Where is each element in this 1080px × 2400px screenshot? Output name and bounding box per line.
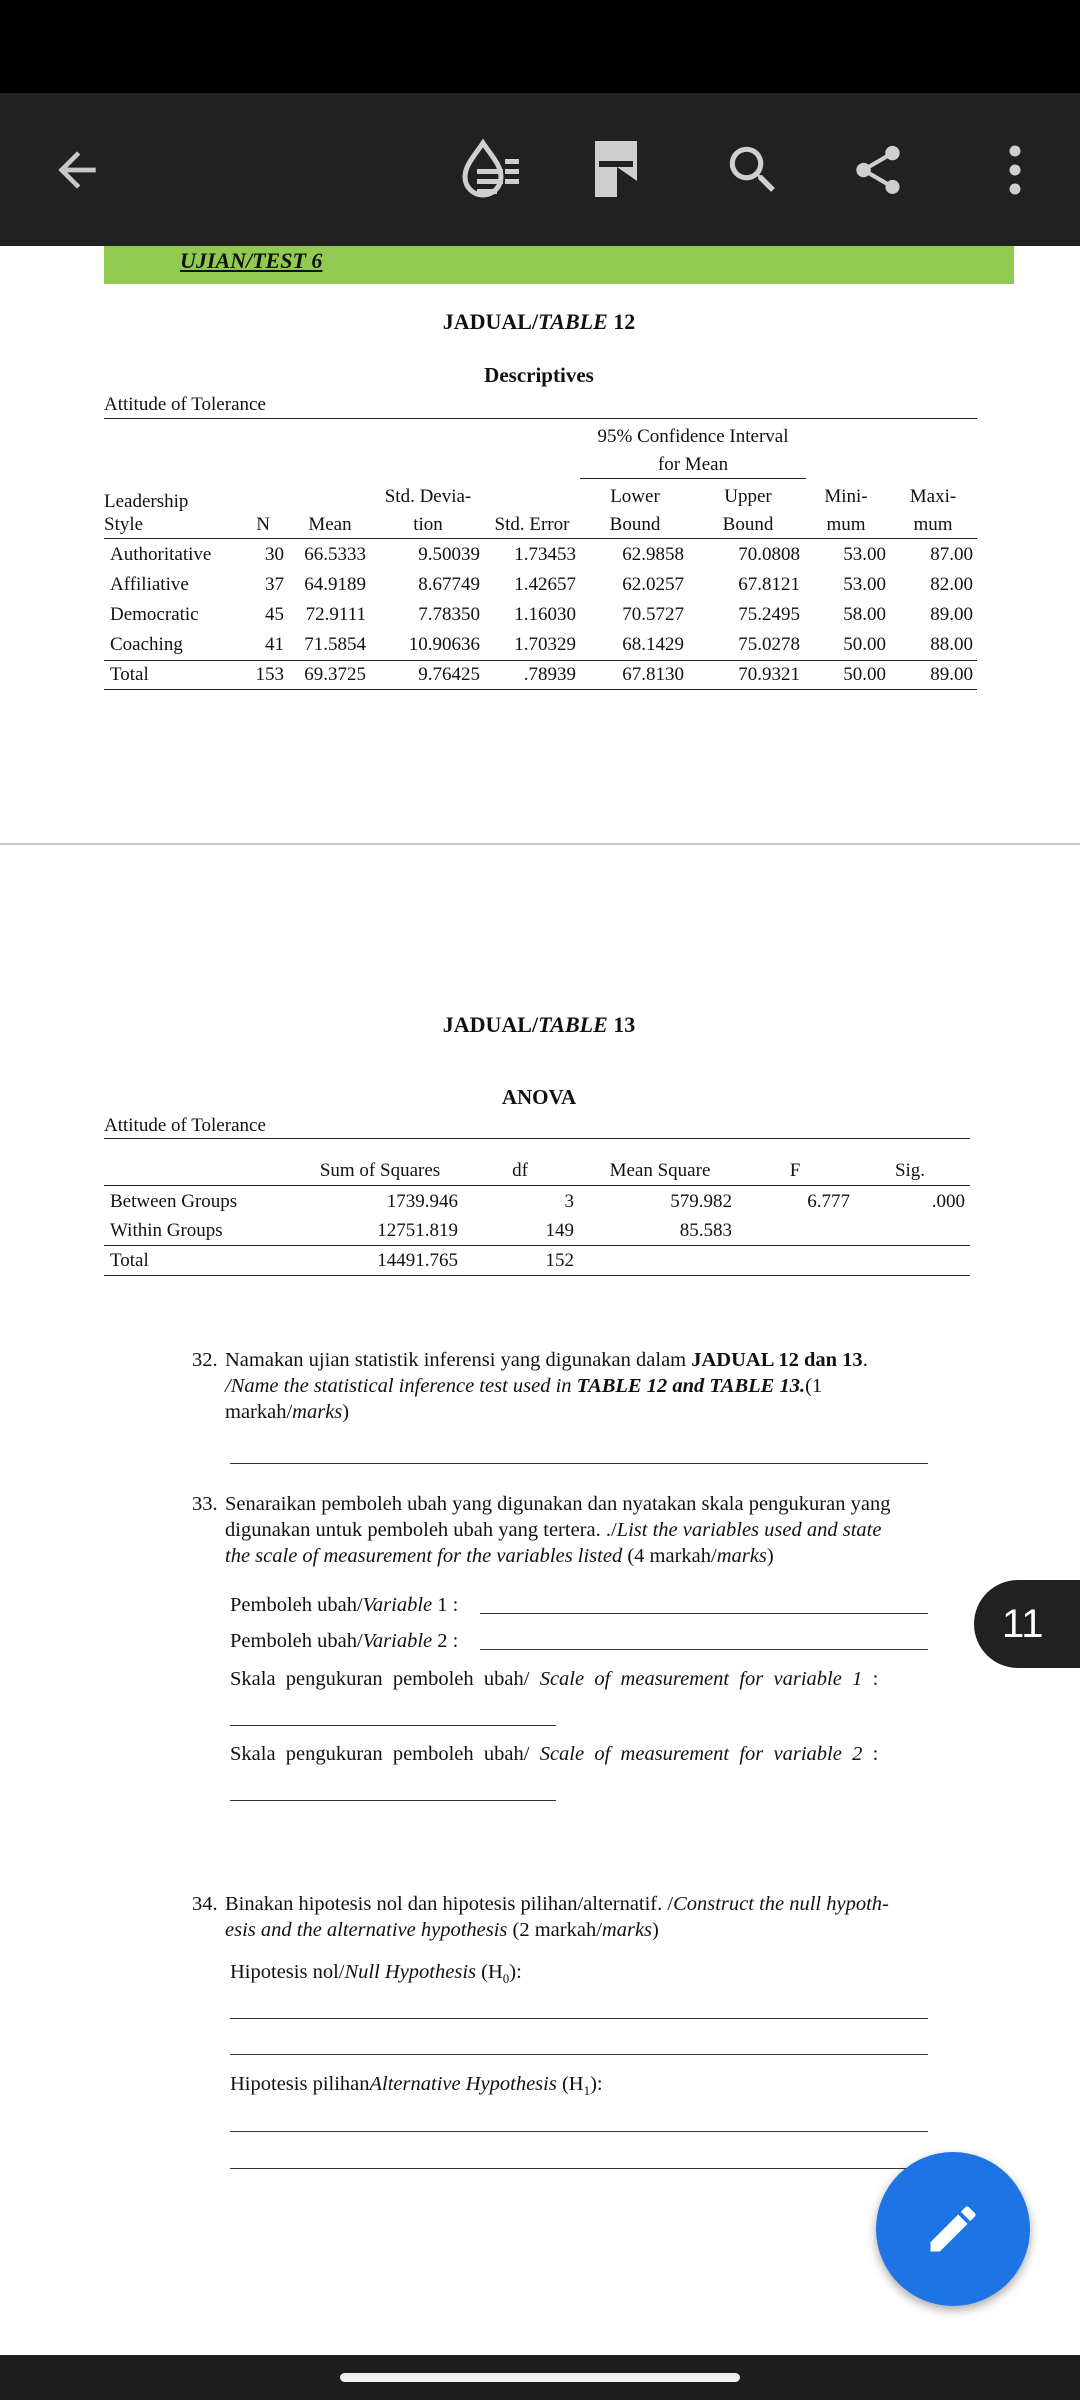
edit-pencil-icon xyxy=(923,2199,983,2259)
q32-number: 32. xyxy=(192,1349,218,1371)
table13-title: JADUAL/TABLE 13 xyxy=(442,1012,636,1037)
table13-total-rule xyxy=(104,1245,970,1246)
document-page-1: UJIAN/TEST 6 JADUAL/TABLE 12 Descriptives Attitude of Tolerance 95% Confidence Interval for Mean Leadership Style N Mean Std. Devia- tion Std. Error Lower Bound Upper Bound Mini- mum Maxi- mum Authoritative 30 66.5333 9.50039 1.73453 62.9858 70.0808 53.00 87.00 Affiliative 37 64.9189 8.67749 1.42657 62.0257 67.8121 53.00 82.00 Democratic 45 72.9111 7.78350 1.16030 70.5727 75.2495 58.00 89.00 Coaching 41 71.5854 10.90636 1.70329 68.1429 75.0278 50.00 88.00 Total 153 69.3725 9.76425 .78939 67.8130 70.9321 50.00 89.00 xyxy=(0,246,1080,843)
table12-top-rule xyxy=(104,418,977,419)
table12-header-rule xyxy=(104,538,977,539)
table12-title: JADUAL/TABLE 12 xyxy=(442,309,636,334)
back-button[interactable] xyxy=(22,93,132,246)
col-mean: Mean xyxy=(308,514,352,535)
col-df: df xyxy=(512,1160,528,1181)
col-max-1: Maxi- xyxy=(909,486,957,507)
col-sig: Sig. xyxy=(894,1160,926,1181)
q34-text-line2: esis and the alternative hypothesis (2 markah/marks) xyxy=(225,1919,659,1941)
col-lower-2: Bound xyxy=(609,514,661,535)
q33-scale1-answer[interactable] xyxy=(230,1725,556,1726)
q33-variable2-answer[interactable] xyxy=(480,1649,928,1650)
col-n: N xyxy=(256,514,270,535)
q34-h0-label: Hipotesis nol/Null Hypothesis $(H_0)$: xyxy=(230,1961,522,1987)
q32-answer-line[interactable] xyxy=(230,1463,928,1464)
col-sum-of-squares: Sum of Squares xyxy=(319,1160,441,1181)
q34-h1-label: Hipotesis pilihanAlternative Hypothesis $(H_1)$: xyxy=(230,2073,603,2099)
col-mean-square: Mean Square xyxy=(609,1160,711,1181)
q32-text-line2: /Name the statistical inference test used in TABLE 12 and TABLE 13.(1 xyxy=(225,1375,823,1397)
q34-h1-answer-line1[interactable] xyxy=(230,2131,928,2132)
table13-header-rule xyxy=(104,1185,970,1186)
banner-text: UJIAN/TEST 6 xyxy=(180,248,323,273)
col-min-2: mum xyxy=(826,514,866,535)
table13-top-rule xyxy=(104,1138,970,1139)
search-icon xyxy=(722,139,784,201)
status-bar xyxy=(0,0,1080,93)
q33-text-line1: Senaraikan pemboleh ubah yang digunakan dan nyatakan skala pengukuran yang xyxy=(225,1493,891,1515)
table12-total-rule xyxy=(104,660,977,661)
table13-label: Attitude of Tolerance xyxy=(104,1115,266,1136)
col-upper-1: Upper xyxy=(724,486,772,507)
table12-bottom-rule xyxy=(104,689,977,690)
page-indicator: 11 xyxy=(974,1580,1080,1668)
table12-label: Attitude of Tolerance xyxy=(104,394,266,415)
table12-subtitle: Descriptives xyxy=(484,363,594,387)
q33-number: 33. xyxy=(192,1493,218,1515)
col-se: Std. Error xyxy=(494,514,570,535)
q32-text-line3: markah/marks) xyxy=(225,1401,350,1423)
q34-text-line1: Binakan hipotesis nol dan hipotesis pilihan/alternatif. /Construct the null hypoth- xyxy=(225,1893,889,1915)
col-sd-1: Std. Devia- xyxy=(384,486,472,507)
bookmark-icon xyxy=(593,139,643,201)
col-leadership-1: Leadership xyxy=(104,491,189,512)
q34-number: 34. xyxy=(192,1893,218,1915)
home-gesture-handle[interactable] xyxy=(340,2373,740,2382)
ci-header-line1: 95% Confidence Interval xyxy=(597,426,789,447)
q33-scale2-answer[interactable] xyxy=(230,1800,556,1801)
q33-variable2-label: Pemboleh ubah/Variable 2 : xyxy=(230,1630,459,1652)
q34-h0-answer-line1[interactable] xyxy=(230,2018,928,2019)
q33-scale1-label: Skala pengukuran pemboleh ubah/ Scale of measurement for variable 1 : xyxy=(230,1668,879,1690)
col-sd-2: tion xyxy=(413,514,443,535)
share-button[interactable] xyxy=(823,93,933,246)
reading-mode-button[interactable] xyxy=(433,93,543,246)
share-icon xyxy=(849,141,907,199)
app-toolbar xyxy=(0,93,1080,246)
q34-h0-answer-line2[interactable] xyxy=(230,2054,928,2055)
reading-mode-icon xyxy=(453,135,523,205)
q33-text-line3: the scale of measurement for the variables listed (4 markah/marks) xyxy=(225,1545,774,1567)
col-min-1: Mini- xyxy=(824,486,868,507)
more-vert-icon xyxy=(1008,144,1022,196)
q33-variable1-label: Pemboleh ubah/Variable 1 : xyxy=(230,1594,459,1616)
edit-fab-button[interactable] xyxy=(876,2152,1030,2306)
document-page-2: JADUAL/TABLE 13 ANOVA Attitude of Tolerance Sum of Squares df Mean Square F Sig. Between Groups 1739.946 3 579.982 6.777 .000 Within Groups 12751.819 149 85.583 Total 14491.765 152 32. Namakan ujian statistik inferensi yang digunakan dalam JADUAL 12 dan 13. /Name the statistical inference test used in TABLE 12 and TABLE 13.(1 markah/marks) 33. Senaraikan pemboleh ubah yang digunakan dan nyatakan skala pengukuran yang digunakan untuk pemboleh ubah yang tertera. ./List the variables used and state the scale of measurement for the variables listed (4 markah/marks) Pemboleh ubah/Variable 1 : Pemboleh ubah/Variable 2 : Skala pengukuran pemboleh ubah/ Scale of measurement for variable 1 : Skala pengukuran pemboleh ubah/ Scale of measurement for variable 2 : 34. Binakan hipotesis nol dan hipotesis pilihan/alternatif. /Construct the null hypoth- esis and the alternative hypothesis (2 markah/marks) Hipotesis nol/Null Hypothesis $(H_0)$: Hipotesis pilihanAlternative Hypothesis $(H_1)$: xyxy=(0,845,1080,2355)
q32-text-line1: Namakan ujian statistik inferensi yang digunakan dalam JADUAL 12 dan 13. xyxy=(225,1349,868,1371)
table13-subtitle: ANOVA xyxy=(501,1085,577,1109)
col-upper-2: Bound xyxy=(722,514,774,535)
q33-text-line2: digunakan untuk pemboleh ubah yang tertera. ./List the variables used and state xyxy=(225,1519,882,1541)
search-button[interactable] xyxy=(698,93,808,246)
arrow-back-icon xyxy=(49,142,105,198)
bookmark-button[interactable] xyxy=(563,93,673,246)
q34-h1-answer-line2[interactable] xyxy=(230,2168,928,2169)
q33-scale2-label: Skala pengukuran pemboleh ubah/ Scale of measurement for variable 2 : xyxy=(230,1743,879,1765)
more-options-button[interactable] xyxy=(960,93,1070,246)
col-leadership-2: Style xyxy=(104,514,144,535)
col-f: F xyxy=(789,1160,801,1181)
col-lower-1: Lower xyxy=(610,486,660,507)
col-max-2: mum xyxy=(913,514,953,535)
q33-variable1-answer[interactable] xyxy=(480,1613,928,1614)
table13-bottom-rule xyxy=(104,1275,970,1276)
header-banner xyxy=(104,246,1014,284)
ci-header-line2: for Mean xyxy=(657,454,729,475)
ci-header-rule xyxy=(580,478,806,479)
